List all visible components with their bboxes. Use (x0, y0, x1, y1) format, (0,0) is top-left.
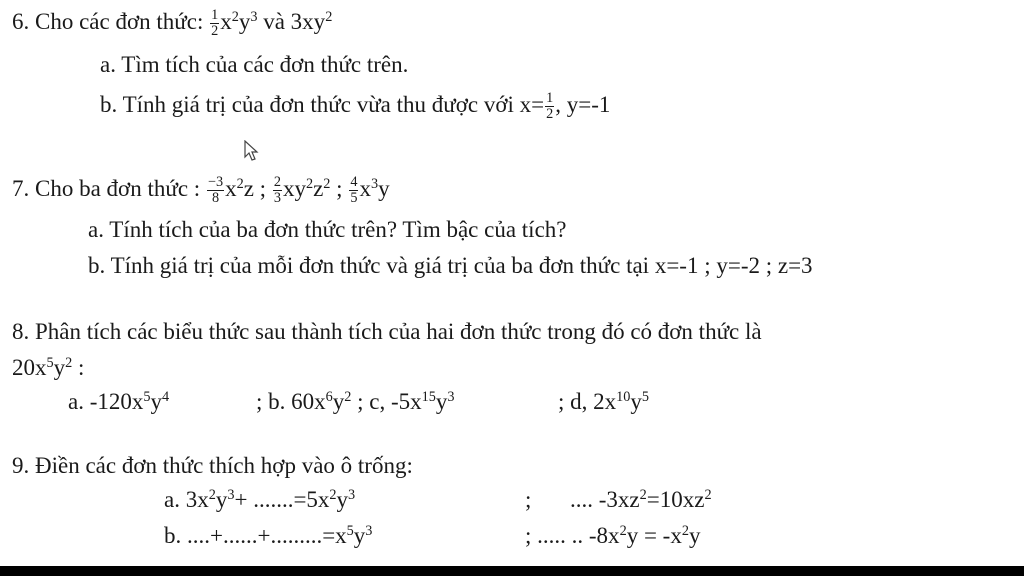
fraction: $\frac{1}{2}$ (211, 7, 219, 39)
q9-part-a-right: .... $-3xz^2=10xz^2$ (570, 487, 712, 512)
q6-title: 6. Cho các đơn thức: $\frac{1}{2}$ $x^2y^3$ và $3xy^2$ (12, 7, 333, 39)
q9-title: 9. Điền các đơn thức thích hợp vào ô trống: (12, 453, 413, 478)
q9-part-a-sep: ; (525, 487, 532, 512)
fraction: $\frac{-3}{8}$ (207, 174, 224, 206)
bottom-black-bar (0, 566, 1024, 576)
q9-part-b-right: ; ..... .. $-8x^2y = -x^2y$ (525, 523, 701, 548)
mouse-pointer-icon (244, 140, 260, 162)
q8-part-b: ; b. $60x^6y^2$ ; c, $-5x^{15}y^3$ (256, 389, 455, 414)
fraction: $\frac{4}{5}$ (350, 174, 358, 206)
fraction: $\frac{2}{3}$ (273, 174, 281, 206)
q8-monomial: $20x^5y^2$ : (12, 355, 85, 380)
q8-part-a: a. $-120x^5y^4$ (68, 389, 170, 414)
q8-part-d: ; d, $2x^{10}y^5$ (558, 389, 650, 414)
q6-part-b: b. Tính giá trị của đơn thức vừa thu được với x= $\frac{1}{2}$ , y=-1 (100, 90, 611, 122)
q9-part-a-left: a. $3x^2y^3+ .......=5x^2y^3$ (164, 487, 356, 512)
q7-part-b: b. Tính giá trị của mỗi đơn thức và giá trị của ba đơn thức tại x=-1 ; y=-2 ; z=3 (88, 253, 813, 278)
fraction: $\frac{1}{2}$ (546, 90, 554, 122)
q7-part-a: a. Tính tích của ba đơn thức trên? Tìm bậc của tích? (88, 217, 567, 242)
q7-title: 7. Cho ba đơn thức : $\frac{-3}{8}$ $x^2z$ ; $\frac{2}{3}$ $xy^2z^2$ ; $\frac{4}{5}$ $x^3y$ (12, 174, 390, 206)
q9-part-b-left: b. $....+......+.........=x^5y^3$ (164, 523, 373, 548)
q6-part-a: a. Tìm tích của các đơn thức trên. (100, 52, 409, 77)
q8-title: 8. Phân tích các biểu thức sau thành tích của hai đơn thức trong đó có đơn thức là (12, 319, 762, 344)
